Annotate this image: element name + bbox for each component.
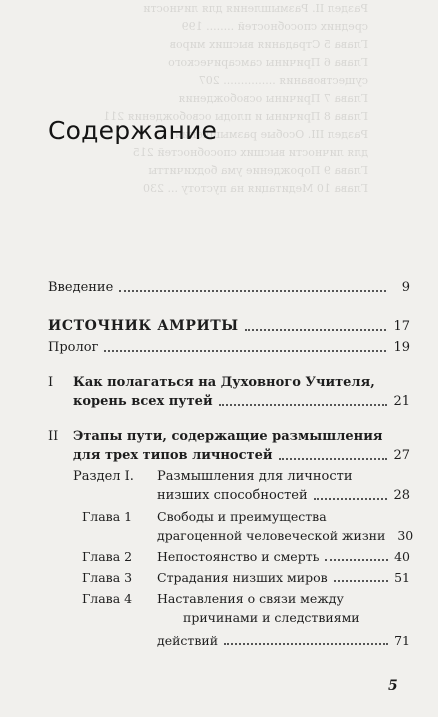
chapter-number: Глава 3 [82,570,133,585]
leader-dots [219,404,388,406]
toc-entry-page: 21 [393,394,410,409]
leader-dots [119,290,386,292]
leader-dots [334,580,388,582]
toc-entry-page: 19 [393,340,410,355]
toc-entry-part1[interactable] [48,373,410,411]
leader-dots [314,498,388,500]
part-number: II [48,429,59,444]
section-number: Раздел I. [73,469,134,484]
toc-entry-page: 17 [393,319,410,334]
leader-dots [279,458,388,460]
part-number: I [48,375,54,390]
toc-entry-line: для трех типов личностей [73,448,273,463]
toc-entry-line: Страдания низших миров [157,570,328,585]
toc-entry-label: Введение [48,278,117,297]
toc-entry-section1[interactable] [73,467,410,505]
toc-entry-ch4[interactable] [82,589,410,650]
toc-entry-page: 9 [401,280,410,295]
toc-entry-line: Непостоянство и смерть [157,549,320,564]
toc-entry-line: низших способностей [157,488,308,503]
leader-dots [104,350,386,352]
toc-entry-line: Наставления о связи между [157,591,344,606]
table-of-contents [48,278,414,650]
toc-entry-ch2[interactable] [82,547,410,566]
show-through-text: Раздел II. Размышления для личности средних способностей ........ 199 Глава 5 Страдания высших миров Глава 6 Причины самсарического существования ............... 207 Глава 7 Причины освобождения Глава 8 Причины и плоды освобождения 211 Раздел III. Особые размышления для личности высших способностей 215 Глава 9 Порождение ума бодхичитты Глава 10 Медитация на пустоту ... 230 [103,2,368,195]
toc-entry-line: драгоценной человеческой жизни [157,528,386,543]
toc-entry-line: Свободы и преимущества [157,509,327,524]
leader-dots [325,559,388,561]
chapter-number: Глава 4 [82,591,133,606]
toc-entry-page: 51 [394,570,410,585]
toc-entry-page: 27 [393,448,410,463]
toc-entry-label: Пролог [48,338,102,357]
page-title: Содержание [48,116,218,145]
toc-entry-label: ИСТОЧНИК АМРИТЫ [48,317,243,336]
toc-entry-line: Этапы пути, содержащие размышления [73,429,383,444]
toc-entry-ch1[interactable] [82,507,414,545]
toc-entry-line: Размышления для личности [157,469,353,484]
page-number: 5 [388,678,398,694]
toc-entry-line: причинами и следствиями [183,610,360,625]
toc-entry-prologue[interactable] [48,338,410,357]
toc-entry-page: 71 [394,633,410,648]
toc-entry-line: корень всех путей [73,394,213,409]
chapter-number: Глава 2 [82,549,133,564]
leader-dots [224,643,388,645]
toc-entry-page: 30 [397,528,414,543]
leader-dots [245,329,386,331]
toc-entry-ch3[interactable] [82,568,410,587]
toc-entry-line: Как полагаться на Духовного Учителя, [73,375,375,390]
chapter-number: Глава 1 [82,509,133,524]
toc-entry-intro[interactable] [48,278,410,297]
toc-entry-part2[interactable] [48,427,410,465]
toc-entry-page: 28 [393,488,410,503]
toc-entry-page: 40 [394,549,410,564]
toc-entry-line: действий [157,633,219,648]
toc-entry-source[interactable] [48,317,410,336]
